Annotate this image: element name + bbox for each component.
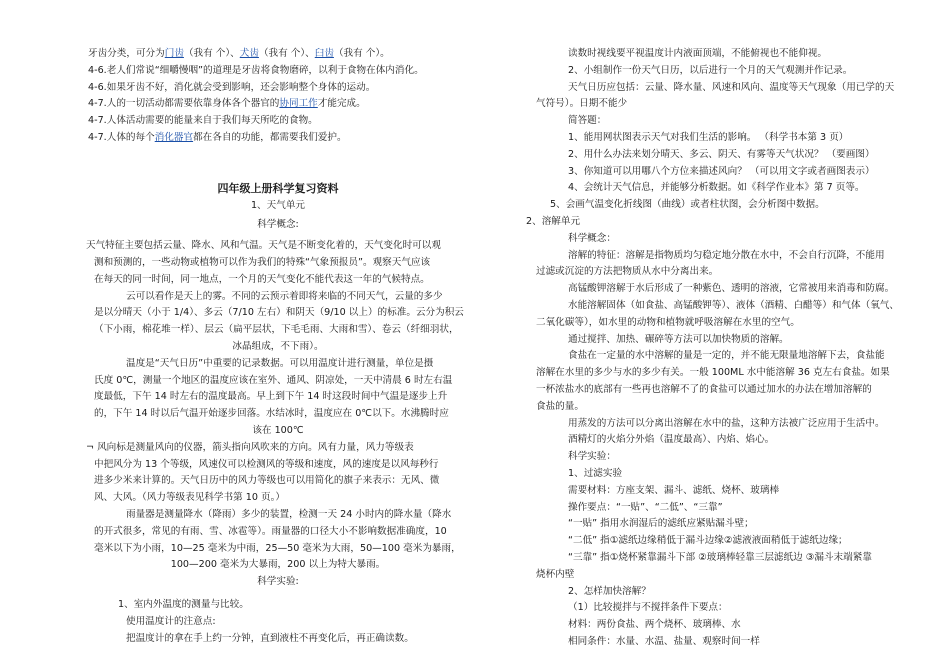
text-line: 通过搅拌、加热、碾碎等方法可以加快物质的溶解。 xyxy=(568,333,789,345)
paragraph-weather: 天气特征主要包括云量、降水、风和气温。天气是不断变化着的，天气变化时可以观 测和预测的，一些动物或植物可以作为我们的特殊“气象预报员”。观察天气应该 在每天的同一时间，同一地点，一个月的天气变化不能代表这一年的气候特点。 xyxy=(86,240,441,285)
text-line: 过滤或沉淀的方法把物质从水中分离出来。 xyxy=(536,266,719,278)
paragraph-rainfall: 雨量器是测量降水（降雨）多少的装置，检测一天 24 小时内的降水量（降水 的开式很多，常见的有雨、雪、冰雹等）。雨量器的口径大小不影响数据准确度，10 毫米以下为小雨，10—25 毫米为中雨，25—50 毫米为大雨，50—100 毫米为暴雨， 100—200 毫米为大暴雨，200 以上为特大暴雨。 xyxy=(94,508,461,571)
text-line: 2、小组制作一份天气日历，以后进行一个月的天气观测并作记录。 xyxy=(568,64,853,76)
teeth-line: 牙齿分类，可分为门齿（我有 个）、犬齿（我有 个）、臼齿（我有 个）。 xyxy=(88,48,390,59)
text-line: 4-6.老人们常说“细嚼慢咽”的道理是牙齿将食物磨碎，以利于食物在体内消化。 xyxy=(88,64,424,76)
text-line: 4-6.如果牙齿不好，消化就会受到影响，还会影响整个身体的运动。 xyxy=(88,81,376,93)
paragraph-clouds: 云可以看作是天上的雾。不同的云预示着即将来临的不同天气，云量的多少 是以分晴天（小于 1/4）、多云（7/10 左右）和阴天（9/10 以上）的标准。云分为积云 （下小雨，棉花堆一样）、层云（扁平层状，下毛毛雨、大雨和雪）、卷云（纤细羽状， 冰晶组成，不下雨）。 xyxy=(94,290,464,352)
link-canine[interactable]: 犬齿 xyxy=(239,48,259,59)
text-line: 操作要点：“一贴”、“二低”、“三靠” xyxy=(568,501,723,513)
text-line: 4-7.人的一切活动都需要依靠身体各个器官的协同工作才能完成。 xyxy=(88,98,366,110)
text-line: 溶解的特征：溶解是指物质均匀稳定地分散在水中，不会自行沉降，不能用 xyxy=(568,249,885,261)
subheading: 简答题： xyxy=(568,115,607,127)
text-line: 水能溶解固体（如食盐、高锰酸钾等）、液体（酒精、白醋等）和气体（氧气、 xyxy=(568,299,899,311)
subheading: 科学概念： xyxy=(568,232,616,244)
text-line: （1）比较搅拌与不搅拌条件下要点： xyxy=(568,602,728,614)
section-heading: 1、天气单元 xyxy=(250,199,306,211)
text-line: 酒精灯的火焰分外焰（温度最高）、内焰、焰心。 xyxy=(568,434,775,446)
text-line: 食盐的量。 xyxy=(536,400,584,412)
question-item: 2、怎样加快溶解？ xyxy=(568,585,651,597)
text-line: 使用温度计的注意点: xyxy=(126,615,216,627)
text-line: 4-7.人体的每个消化器官都在各自的功能，都需要我们爱护。 xyxy=(88,131,347,143)
document-title: 四年级上册科学复习资料 xyxy=(217,181,339,195)
text-line: 4-7.人体活动需要的能量来自于我们每天所吃的食物。 xyxy=(88,115,318,127)
text-line: 用蒸发的方法可以分离出溶解在水中的盐，这种方法被广泛应用于生活中。 xyxy=(568,417,885,429)
text-line: 材料：两份食盐、两个烧杯、玻璃棒、水 xyxy=(568,619,741,631)
text-line: 食盐在一定量的水中溶解的量是一定的，并不能无限量地溶解下去，食盐能 xyxy=(568,350,885,362)
text-line: 高锰酸钾溶解于水后形成了一种紫色、透明的溶液，它常被用来消毒和防腐。 xyxy=(568,283,895,295)
section-heading: 2、溶解单元 xyxy=(526,215,581,227)
text-line: 二氧化碳等），如水里的动物和植物就呼吸溶解在水里的空气。 xyxy=(536,316,800,328)
question-item: 2、用什么办法来划分晴天、多云、阴天、有雾等天气状况？ （要画图） xyxy=(568,148,875,160)
text-line: 溶解在水里的多少与水的多少有关。一般 100ML 水中能溶解 36 克左右食盐。如果 xyxy=(536,367,890,379)
right-column xyxy=(526,46,916,651)
text-line: 气符号）。日期不能少 xyxy=(536,98,628,110)
text-line: “一贴” 指用水润湿后的滤纸应紧贴漏斗壁； xyxy=(568,518,754,530)
subheading: 科学概念: xyxy=(257,219,299,231)
question-item: 1、能用网状图表示天气对我们生活的影响。 （科学书本第 3 页） xyxy=(568,131,849,143)
left-column xyxy=(88,46,468,647)
subheading: 科学实验: xyxy=(257,576,299,588)
text-line: “二低” 指①滤纸边缘稍低于漏斗边缘②滤液液面稍低于滤纸边缘； xyxy=(568,535,848,547)
text-line: 读数时视线要平视温度计内液面顶端，不能俯视也不能仰视。 xyxy=(568,48,828,59)
text-line: 天气日历应包括：云量、降水量、风速和风向、温度等天气现象（用已学的天 xyxy=(568,81,895,93)
text-line: “三靠” 指①烧杯紧靠漏斗下部 ②玻璃棒轻靠三层滤纸边 ③漏斗末端紧靠 xyxy=(568,551,872,563)
experiment-item: 1、过滤实验 xyxy=(568,467,623,479)
link-molar[interactable]: 臼齿 xyxy=(314,48,334,59)
text-line: 烧杯内壁 xyxy=(536,568,575,580)
experiment-item: 1、室内外温度的测量与比较。 xyxy=(118,598,249,610)
text-line: 相同条件：水量、水温、盐量、观察时间一样 xyxy=(568,635,760,647)
link-digestive-organs[interactable]: 消化器官 xyxy=(154,131,194,143)
question-item: 3、你知道可以用哪八个方位来描述风向？ （可以用文字或者画图表示） xyxy=(568,165,875,177)
subheading: 科学实验： xyxy=(568,451,616,463)
question-item: 4、会统计天气信息，并能够分析数据。如《科学作业本》第 7 页等。 xyxy=(568,182,865,194)
text-line: 需要材料：方座支架、漏斗、滤纸、烧杯、玻璃棒 xyxy=(568,484,780,496)
text-line: 把温度计的拿在手上约一分钟，直到液柱不再变化后，再正确读数。 xyxy=(126,632,414,644)
text-line: 一杯浓盐水的底部有一些再也溶解不了的食盐可以通过加水的办法在增加溶解的 xyxy=(536,383,872,395)
paragraph-wind: ¬ 风向标是测量风向的仪器，箭头指向风吹来的方向。风有力量，风力等级表 中把风分为 13 个等级，风速仪可以检测风的等级和速度，风的速度是以风每秒行 进多少米来计算的。天气日历中的风力等级也可以用简化的旗子来表示：无风、微 风、大风。（风力等级表见科学书第 10 页。） xyxy=(86,441,440,504)
link-cooperation[interactable]: 协同工作 xyxy=(279,98,318,110)
paragraph-temperature: 温度是“天气日历”中重要的记录数据。可以用温度计进行测量，单位是摄 氏度 0℃，测量一个地区的温度应该在室外、通风、阴凉处，一天中清晨 6 时左右温 度最低，下午 14 时左右的温度最高。早上到下午 14 时这段时间中气温是逐步上升 的，下午 14 时以后气温开始逐步回落。水结冰时，温度应在 0℃以下。水沸腾时应 该在 100℃ xyxy=(94,357,453,436)
link-incisor[interactable]: 门齿 xyxy=(164,48,184,59)
question-item: 5、会画气温变化折线图（曲线）或者柱状图，会分析图中数据。 xyxy=(550,199,825,211)
